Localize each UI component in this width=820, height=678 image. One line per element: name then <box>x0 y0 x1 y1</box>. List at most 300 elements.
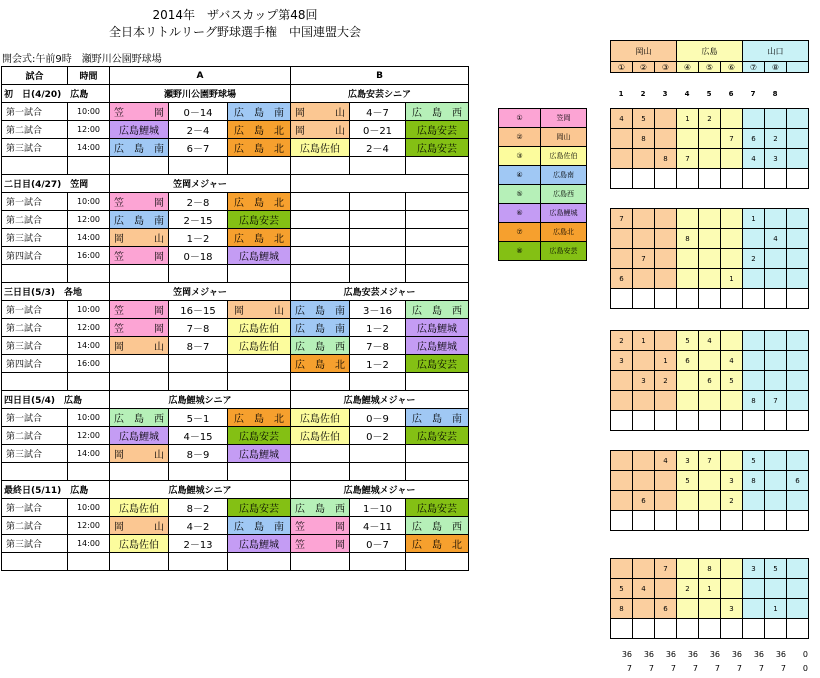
gap-cell <box>228 157 291 175</box>
team-a2: 広島安芸 <box>228 211 291 229</box>
grid-total-value: 0 <box>802 664 808 673</box>
grid-cell <box>611 129 633 149</box>
game-number: 第三試合 <box>2 337 68 355</box>
day-name: 二日目(4/27) 笠岡 <box>2 175 110 193</box>
grid-cell <box>677 371 699 391</box>
game-row <box>2 103 469 121</box>
grid-cell <box>655 249 677 269</box>
grid-cell: 7 <box>721 129 743 149</box>
team-b2: 広島安芸 <box>406 499 469 517</box>
team-a2: 岡 山 <box>228 301 291 319</box>
score-b: 0－9 <box>350 409 406 427</box>
grid-cell <box>765 451 787 471</box>
grid-cell: 3 <box>743 559 765 579</box>
grid-cell: 7 <box>765 391 787 411</box>
team-b1 <box>291 193 350 211</box>
gap-cell <box>291 157 350 175</box>
grid-cell: 3 <box>765 149 787 169</box>
team-a1: 笠 岡 <box>110 193 169 211</box>
grid-circle-1: ② <box>633 62 655 73</box>
team-a1: 岡 山 <box>110 445 169 463</box>
legend-number: ⑦ <box>499 223 541 242</box>
result-grid-block <box>610 208 809 309</box>
team-b1: 岡 山 <box>291 121 350 139</box>
grid-cell <box>721 559 743 579</box>
venue-a: 広島鯉城シニア <box>110 481 291 499</box>
grid-cell <box>699 411 721 431</box>
grid-cell <box>677 129 699 149</box>
legend-number: ⑤ <box>499 185 541 204</box>
gap-cell <box>110 157 169 175</box>
grid-cell: 7 <box>655 559 677 579</box>
team-b1: 広 島 南 <box>291 319 350 337</box>
grid-total-value: 36 <box>643 650 654 659</box>
grid-cell: 6 <box>611 269 633 289</box>
grid-cell <box>787 579 809 599</box>
grid-cell <box>699 269 721 289</box>
grid-cell <box>655 391 677 411</box>
grid-cell <box>743 109 765 129</box>
venue-b: 広島安芸シニア <box>291 85 469 103</box>
gap-cell <box>110 463 169 481</box>
grid-cell <box>677 559 699 579</box>
gap-cell <box>169 265 228 283</box>
grid-cell <box>699 471 721 491</box>
gap-cell <box>68 157 110 175</box>
grid-cell <box>611 619 633 639</box>
team-a2 <box>228 355 291 373</box>
team-b2: 広島鯉城 <box>406 319 469 337</box>
grid-cell <box>677 289 699 309</box>
grid-col-number: 5 <box>706 90 712 98</box>
game-time: 10:00 <box>68 193 110 211</box>
team-a1: 笠 岡 <box>110 319 169 337</box>
grid-total-value: 7 <box>670 664 676 673</box>
gap-cell <box>291 463 350 481</box>
grid-cell <box>611 371 633 391</box>
gap-cell <box>2 463 68 481</box>
team-b2: 広島安芸 <box>406 139 469 157</box>
team-b2: 広 島 北 <box>406 535 469 553</box>
gap-cell <box>169 157 228 175</box>
team-a2: 広 島 北 <box>228 121 291 139</box>
grid-cell <box>765 209 787 229</box>
grid-cell <box>787 619 809 639</box>
score-a: 8－9 <box>169 445 228 463</box>
grid-cell <box>721 149 743 169</box>
result-grid-block <box>610 330 809 431</box>
team-b1 <box>291 445 350 463</box>
gap-cell <box>406 265 469 283</box>
grid-cell <box>633 559 655 579</box>
grid-cell <box>611 471 633 491</box>
grid-cell: 5 <box>677 331 699 351</box>
grid-cell <box>721 451 743 471</box>
score-a: 8－2 <box>169 499 228 517</box>
grid-cell: 1 <box>655 351 677 371</box>
grid-cell <box>655 411 677 431</box>
grid-cell <box>655 579 677 599</box>
venue-a: 瀬野川公園野球場 <box>110 85 291 103</box>
game-time: 12:00 <box>68 211 110 229</box>
grid-cell: 5 <box>677 471 699 491</box>
game-time: 16:00 <box>68 355 110 373</box>
grid-cell <box>677 619 699 639</box>
legend-number: ① <box>499 109 541 128</box>
grid-cell <box>677 511 699 531</box>
grid-cell: 5 <box>743 451 765 471</box>
grid-cell: 2 <box>677 579 699 599</box>
gap-cell <box>291 553 350 571</box>
result-grid-block <box>610 108 809 189</box>
team-b2: 広島安芸 <box>406 121 469 139</box>
header-game: 試合 <box>2 67 68 85</box>
grid-cell <box>655 209 677 229</box>
grid-col-number: 4 <box>684 90 690 98</box>
legend-team: 広島安芸 <box>541 242 587 261</box>
team-b1: 広 島 南 <box>291 301 350 319</box>
grid-cell <box>721 289 743 309</box>
grid-cell <box>765 249 787 269</box>
game-time: 14:00 <box>68 445 110 463</box>
grid-cell: 6 <box>655 599 677 619</box>
game-row <box>2 517 469 535</box>
grid-cell <box>787 109 809 129</box>
gap-cell <box>228 373 291 391</box>
grid-circle-2: ③ <box>655 62 677 73</box>
gap-cell <box>2 157 68 175</box>
team-a2: 広 島 南 <box>228 517 291 535</box>
grid-cell: 6 <box>677 351 699 371</box>
grid-cell: 8 <box>655 149 677 169</box>
grid-cell <box>743 511 765 531</box>
team-a1: 広 島 南 <box>110 211 169 229</box>
gap-cell <box>68 373 110 391</box>
grid-total-value: 7 <box>780 664 786 673</box>
game-number: 第一試合 <box>2 409 68 427</box>
game-number: 第二試合 <box>2 517 68 535</box>
grid-cell: 8 <box>699 559 721 579</box>
title-line1: 2014年 ザバスカップ第48回 <box>152 8 318 22</box>
grid-cell <box>765 169 787 189</box>
grid-cell <box>743 229 765 249</box>
score-b: 1－10 <box>350 499 406 517</box>
grid-cell: 7 <box>611 209 633 229</box>
game-number: 第二試合 <box>2 427 68 445</box>
grid-total-value: 36 <box>731 650 742 659</box>
team-a1: 広 島 西 <box>110 409 169 427</box>
team-b1: 笠 岡 <box>291 535 350 553</box>
game-row <box>2 337 469 355</box>
score-b <box>350 229 406 247</box>
result-grid-block <box>610 558 809 639</box>
gap-cell <box>406 373 469 391</box>
grid-cell <box>743 619 765 639</box>
grid-cell <box>765 491 787 511</box>
grid-cell <box>655 229 677 249</box>
grid-cell <box>677 391 699 411</box>
grid-group-1: 広島 <box>677 41 743 62</box>
grid-cell <box>699 491 721 511</box>
grid-col-number: 8 <box>772 90 778 98</box>
game-time: 12:00 <box>68 427 110 445</box>
team-b1 <box>291 247 350 265</box>
game-row <box>2 499 469 517</box>
legend-team: 広島西 <box>541 185 587 204</box>
grid-cell: 8 <box>633 129 655 149</box>
score-b: 0－2 <box>350 427 406 445</box>
team-b2 <box>406 445 469 463</box>
grid-cell <box>787 209 809 229</box>
grid-cell: 1 <box>677 109 699 129</box>
legend-team: 広島佐伯 <box>541 147 587 166</box>
grid-total-value: 36 <box>775 650 786 659</box>
grid-cell: 5 <box>721 371 743 391</box>
grid-cell <box>655 471 677 491</box>
header-time: 時間 <box>68 67 110 85</box>
grid-total-value: 7 <box>758 664 764 673</box>
grid-cell <box>611 169 633 189</box>
gap-cell <box>2 553 68 571</box>
team-b2: 広島安芸 <box>406 427 469 445</box>
legend-number: ② <box>499 128 541 147</box>
grid-cell <box>699 599 721 619</box>
game-row <box>2 139 469 157</box>
team-b2: 広 島 西 <box>406 301 469 319</box>
grid-cell <box>699 169 721 189</box>
score-b: 4－7 <box>350 103 406 121</box>
grid-total-value: 36 <box>753 650 764 659</box>
game-row <box>2 121 469 139</box>
game-time: 12:00 <box>68 517 110 535</box>
gap-cell <box>350 157 406 175</box>
team-a1: 岡 山 <box>110 517 169 535</box>
gap-cell <box>228 265 291 283</box>
score-b: 0－7 <box>350 535 406 553</box>
team-a1: 広島佐伯 <box>110 535 169 553</box>
grid-cell: 4 <box>699 331 721 351</box>
grid-cell <box>677 249 699 269</box>
grid-cell <box>765 289 787 309</box>
grid-cell <box>611 491 633 511</box>
grid-cell <box>699 391 721 411</box>
team-b2: 広 島 南 <box>406 409 469 427</box>
legend-row <box>499 242 587 261</box>
team-b1 <box>291 229 350 247</box>
game-row <box>2 355 469 373</box>
team-b1 <box>291 211 350 229</box>
grid-cell: 5 <box>633 109 655 129</box>
venue-b: 広島安芸メジャー <box>291 283 469 301</box>
grid-cell <box>611 391 633 411</box>
grid-cell: 1 <box>699 579 721 599</box>
legend-team: 笠岡 <box>541 109 587 128</box>
score-a: 2－8 <box>169 193 228 211</box>
grid-cell <box>787 129 809 149</box>
grid-cell <box>743 411 765 431</box>
game-time: 10:00 <box>68 301 110 319</box>
team-a2: 広島安芸 <box>228 427 291 445</box>
grid-cell <box>611 451 633 471</box>
team-a1: 笠 岡 <box>110 247 169 265</box>
venue-b: 広島鯉城メジャー <box>291 481 469 499</box>
grid-total-value: 7 <box>692 664 698 673</box>
team-a2: 広島鯉城 <box>228 247 291 265</box>
header-b: B <box>291 67 469 85</box>
grid-cell: 4 <box>611 109 633 129</box>
score-a: 5－1 <box>169 409 228 427</box>
game-time: 14:00 <box>68 337 110 355</box>
grid-cell <box>677 491 699 511</box>
score-b: 7－8 <box>350 337 406 355</box>
score-b <box>350 211 406 229</box>
grid-cell <box>633 229 655 249</box>
game-number: 第三試合 <box>2 445 68 463</box>
grid-cell <box>633 269 655 289</box>
team-a2: 広 島 北 <box>228 229 291 247</box>
grid-cell: 4 <box>721 351 743 371</box>
game-number: 第三試合 <box>2 139 68 157</box>
venue-a: 広島鯉城シニア <box>110 391 291 409</box>
score-a: 16－15 <box>169 301 228 319</box>
grid-cell <box>655 169 677 189</box>
game-row <box>2 193 469 211</box>
grid-cell <box>765 579 787 599</box>
team-a2: 広 島 北 <box>228 409 291 427</box>
day-name: 最終日(5/11) 広島 <box>2 481 110 499</box>
gap-cell <box>406 553 469 571</box>
grid-circle-7: ⑧ <box>765 62 787 73</box>
game-time: 16:00 <box>68 247 110 265</box>
game-row <box>2 319 469 337</box>
score-a: 2－13 <box>169 535 228 553</box>
score-a: 1－2 <box>169 229 228 247</box>
grid-total-value: 7 <box>736 664 742 673</box>
grid-cell <box>721 229 743 249</box>
grid-cell <box>633 471 655 491</box>
header-a: A <box>110 67 291 85</box>
legend-row <box>499 166 587 185</box>
score-a: 2－15 <box>169 211 228 229</box>
game-row <box>2 535 469 553</box>
score-b: 2－4 <box>350 139 406 157</box>
grid-cell <box>721 169 743 189</box>
grid-cell <box>721 579 743 599</box>
grid-cell <box>765 619 787 639</box>
game-number: 第三試合 <box>2 535 68 553</box>
grid-cell <box>611 511 633 531</box>
gap-cell <box>169 553 228 571</box>
game-time: 12:00 <box>68 319 110 337</box>
score-a <box>169 355 228 373</box>
gap-cell <box>291 373 350 391</box>
grid-cell: 1 <box>721 269 743 289</box>
team-a1: 笠 岡 <box>110 301 169 319</box>
team-a1: 広島鯉城 <box>110 427 169 445</box>
team-a2: 広島佐伯 <box>228 319 291 337</box>
gap-cell <box>68 463 110 481</box>
grid-col-number: 2 <box>640 90 646 98</box>
legend-number: ④ <box>499 166 541 185</box>
grid-cell <box>655 511 677 531</box>
grid-cell <box>677 599 699 619</box>
grid-cell <box>787 289 809 309</box>
legend-team: 広島鯉城 <box>541 204 587 223</box>
team-a1: 岡 山 <box>110 337 169 355</box>
grid-cell: 3 <box>721 471 743 491</box>
grid-cell <box>721 109 743 129</box>
grid-cell: 3 <box>677 451 699 471</box>
grid-cell <box>721 619 743 639</box>
gap-cell <box>350 463 406 481</box>
grid-cell <box>633 619 655 639</box>
grid-cell <box>633 209 655 229</box>
grid-cell <box>699 249 721 269</box>
grid-cell <box>721 249 743 269</box>
grid-cell <box>677 209 699 229</box>
grid-cell <box>765 511 787 531</box>
grid-cell <box>787 491 809 511</box>
grid-cell <box>655 289 677 309</box>
game-number: 第一試合 <box>2 301 68 319</box>
grid-cell <box>721 511 743 531</box>
venue-a: 笠岡メジャー <box>110 283 291 301</box>
grid-cell <box>677 411 699 431</box>
score-a: 0－18 <box>169 247 228 265</box>
team-a2: 広 島 北 <box>228 139 291 157</box>
grid-cell <box>765 331 787 351</box>
grid-cell: 8 <box>611 599 633 619</box>
score-b: 1－2 <box>350 319 406 337</box>
grid-cell <box>611 559 633 579</box>
grid-total-value: 36 <box>621 650 632 659</box>
score-a: 2－4 <box>169 121 228 139</box>
grid-cell: 3 <box>721 599 743 619</box>
legend-row <box>499 223 587 242</box>
gap-cell <box>68 265 110 283</box>
grid-cell: 6 <box>699 371 721 391</box>
grid-cell <box>721 209 743 229</box>
grid-group-0: 岡山 <box>611 41 677 62</box>
game-time: 10:00 <box>68 409 110 427</box>
team-a2: 広 島 南 <box>228 103 291 121</box>
team-a2: 広島鯉城 <box>228 445 291 463</box>
grid-cell <box>787 149 809 169</box>
day-name: 三日目(5/3) 各地 <box>2 283 110 301</box>
score-b <box>350 247 406 265</box>
grid-cell: 6 <box>743 129 765 149</box>
legend-team: 広島南 <box>541 166 587 185</box>
grid-circle-5: ⑥ <box>721 62 743 73</box>
team-a2: 広島佐伯 <box>228 337 291 355</box>
grid-cell: 3 <box>611 351 633 371</box>
grid-cell <box>611 411 633 431</box>
venue-a: 笠岡メジャー <box>110 175 291 193</box>
grid-cell <box>743 351 765 371</box>
team-b1: 広 島 西 <box>291 337 350 355</box>
grid-cell <box>655 331 677 351</box>
game-row <box>2 445 469 463</box>
team-a1: 岡 山 <box>110 229 169 247</box>
gap-cell <box>228 553 291 571</box>
grid-circle-0: ① <box>611 62 633 73</box>
team-b2 <box>406 193 469 211</box>
grid-cell <box>787 511 809 531</box>
grid-cell <box>699 129 721 149</box>
grid-circle-6: ⑦ <box>743 62 765 73</box>
score-b: 4－11 <box>350 517 406 535</box>
grid-cell <box>787 411 809 431</box>
